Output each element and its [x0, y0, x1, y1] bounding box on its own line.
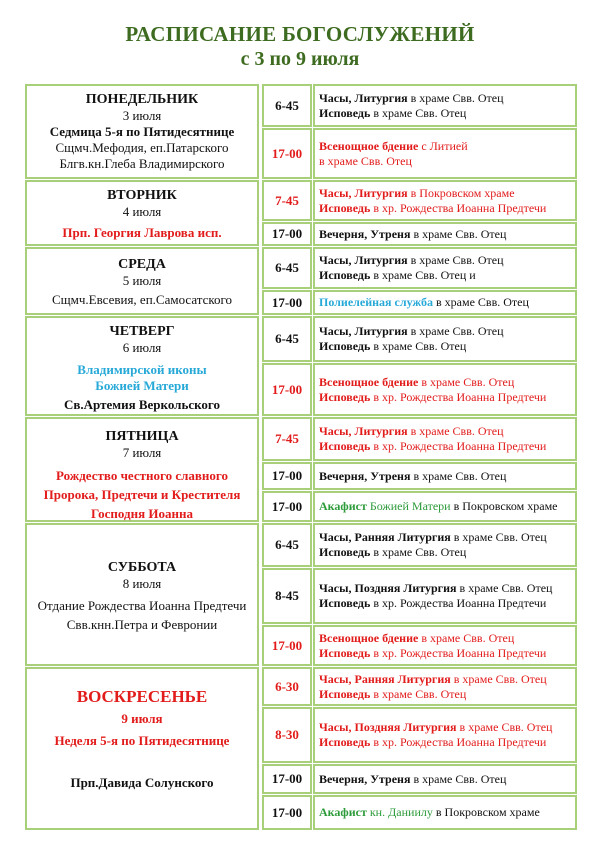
service-type: Часы, Поздняя Литургия — [319, 720, 457, 734]
day-note: Прп.Давида Солунского — [70, 775, 214, 790]
service-place: с Литией — [418, 138, 468, 153]
time-cell: 17-00 — [262, 363, 312, 416]
day-wednesday — [25, 247, 259, 315]
service-type: Исповедь — [319, 545, 371, 559]
day-name: ВТОРНИК — [107, 188, 177, 203]
service-place: в хр. Рождества Иоанна Предтечи — [370, 596, 547, 610]
service-cell — [313, 707, 577, 763]
service-cell — [313, 625, 577, 666]
day-date: 6 июля — [122, 340, 162, 355]
day-note: Рождество честного славного — [56, 468, 228, 483]
service-place: в храме Свв. Отец — [370, 339, 467, 353]
service-cell — [313, 247, 577, 289]
time-cell: 17-00 — [262, 462, 312, 490]
day-date: 9 июля — [121, 711, 163, 726]
day-monday — [25, 84, 259, 179]
service-cell — [313, 84, 577, 127]
service-type: Часы, Литургия — [319, 424, 408, 438]
service-place: в Покровском храме — [432, 805, 540, 819]
day-note: Блгв.кн.Глеба Владимирского — [59, 156, 225, 171]
service-type: Полиелейная служба — [319, 295, 433, 309]
day-note: Св.Артемия Веркольского — [63, 397, 221, 412]
time-cell: 17-00 — [262, 764, 312, 794]
service-place: в храме Свв. Отец — [407, 324, 504, 338]
service-type: Всенощное бдение — [319, 138, 419, 153]
day-saturday — [25, 523, 259, 666]
day-note: Седмица 5-я по Пятидесятнице — [49, 124, 235, 139]
service-type: Исповедь — [319, 389, 371, 404]
service-place: в храме Свв. Отец — [370, 686, 467, 701]
service-place: в храме Свв. Отец — [456, 720, 553, 734]
service-cell — [313, 316, 577, 362]
service-place: в храме Свв. Отец — [407, 253, 504, 267]
day-name: ЧЕТВЕРГ — [109, 324, 175, 339]
service-type: Исповедь — [319, 735, 371, 749]
service-cell — [313, 363, 577, 416]
day-name: ВОСКРЕСЕНЬЕ — [76, 687, 208, 706]
service-place: в храме Свв. Отец — [418, 630, 515, 645]
time-cell: 7-45 — [262, 417, 312, 461]
service-place: в хр. Рождества Иоанна Предтечи — [370, 645, 547, 660]
day-note: Прп. Георгия Лаврова исп. — [62, 225, 222, 240]
service-cell — [313, 491, 577, 522]
service-type: Исповедь — [319, 339, 371, 353]
time-cell: 6-45 — [262, 523, 312, 567]
service-type: Часы, Поздняя Литургия — [319, 581, 457, 595]
service-cell — [313, 764, 577, 794]
service-type: Исповедь — [319, 200, 371, 215]
day-note: Сщмч.Мефодия, еп.Патарского — [55, 140, 229, 155]
day-note: Господня Иоанна — [91, 506, 193, 521]
time-cell: 17-00 — [262, 491, 312, 522]
time-cell: 6-45 — [262, 247, 312, 289]
time-cell: 17-00 — [262, 128, 312, 179]
service-type: Часы, Литургия — [319, 185, 408, 200]
time-cell: 17-00 — [262, 290, 312, 315]
service-place: в хр. Рождества Иоанна Предтечи — [370, 439, 547, 453]
service-cell — [313, 180, 577, 221]
day-note: Свв.кнн.Петра и Февронии — [66, 617, 218, 632]
service-place: в храме Свв. Отец — [410, 226, 507, 241]
service-type: Вечерня, Утреня — [319, 468, 411, 483]
service-cell — [313, 128, 577, 179]
day-note: Божией Матери — [95, 378, 189, 393]
service-place: в Покровском храме — [407, 185, 515, 200]
service-place: в храме Свв. Отец — [410, 771, 507, 786]
service-type: Вечерня, Утреня — [319, 226, 411, 241]
day-name: ПОНЕДЕЛЬНИК — [85, 92, 199, 107]
service-type: Исповедь — [319, 105, 371, 120]
time-cell: 8-45 — [262, 568, 312, 624]
service-place: в храме Свв. Отец — [456, 581, 553, 595]
day-date: 4 июля — [122, 204, 162, 219]
service-place: в храме Свв. Отец — [450, 530, 547, 544]
time-cell: 17-00 — [262, 625, 312, 666]
service-type: Часы, Ранняя Литургия — [319, 530, 451, 544]
service-place: в Покровском храме — [450, 499, 558, 513]
service-place: в храме Свв. Отец — [370, 105, 467, 120]
service-type: Часы, Литургия — [319, 253, 408, 267]
service-cell — [313, 222, 577, 246]
day-name: ПЯТНИЦА — [105, 429, 179, 444]
day-friday — [25, 417, 259, 522]
service-place: в храме Свв. Отец — [410, 468, 507, 483]
day-date: 5 июля — [122, 273, 162, 288]
day-name: СРЕДА — [118, 257, 166, 272]
service-type: Исповедь — [319, 645, 371, 660]
service-cell — [313, 568, 577, 624]
time-cell: 7-45 — [262, 180, 312, 221]
date-range: с 3 по 9 июля — [240, 48, 360, 70]
service-type: Часы, Литургия — [319, 90, 408, 105]
day-sunday — [25, 667, 259, 830]
day-note: Владимирской иконы — [77, 362, 207, 377]
day-note: Отдание Рождества Иоанна Предтечи — [37, 598, 247, 613]
service-place: в хр. Рождества Иоанна Предтечи — [370, 735, 547, 749]
service-detail: кн. Даниилу — [366, 805, 433, 819]
service-cell — [313, 667, 577, 706]
service-type: Всенощное бдение — [319, 374, 419, 389]
service-type: Часы, Ранняя Литургия — [319, 671, 451, 686]
service-place: в хр. Рождества Иоанна Предтечи — [370, 200, 547, 215]
time-cell: 8-30 — [262, 707, 312, 763]
service-cell — [313, 290, 577, 315]
service-detail: Божией Матери — [366, 499, 451, 513]
service-place: в храме Свв. Отец — [319, 153, 412, 168]
service-type: Исповедь — [319, 268, 371, 282]
service-place: в храме Свв. Отец — [407, 424, 504, 438]
time-cell: 6-45 — [262, 316, 312, 362]
time-cell: 6-30 — [262, 667, 312, 706]
service-cell — [313, 417, 577, 461]
service-type: Часы, Литургия — [319, 324, 408, 338]
day-name: СУББОТА — [107, 560, 177, 575]
day-note: Сщмч.Евсевия, еп.Самосатского — [51, 292, 233, 307]
day-date: 8 июля — [122, 576, 162, 591]
service-place: в храме Свв. Отец — [450, 671, 547, 686]
service-cell — [313, 523, 577, 567]
service-cell — [313, 462, 577, 490]
service-place: в хр. Рождества Иоанна Предтечи — [370, 389, 547, 404]
day-note: Пророка, Предтечи и Крестителя — [43, 487, 241, 502]
service-cell — [313, 795, 577, 830]
service-place: в храме Свв. Отец — [370, 545, 467, 559]
service-place: в храме Свв. Отец — [432, 295, 529, 309]
service-place: в храме Свв. Отец — [407, 90, 504, 105]
service-type: Акафист — [319, 499, 367, 513]
service-place: в храме Свв. Отец — [418, 374, 515, 389]
service-place: в храме Свв. Отец и — [370, 268, 476, 282]
day-thursday — [25, 316, 259, 416]
day-note: Неделя 5-я по Пятидесятнице — [54, 733, 230, 748]
time-cell: 17-00 — [262, 795, 312, 830]
service-type: Акафист — [319, 805, 367, 819]
service-type: Исповедь — [319, 596, 371, 610]
time-cell: 17-00 — [262, 222, 312, 246]
service-type: Вечерня, Утреня — [319, 771, 411, 786]
time-cell: 6-45 — [262, 84, 312, 127]
day-date: 7 июля — [122, 445, 162, 460]
page-title: РАСПИСАНИЕ БОГОСЛУЖЕНИЙ — [125, 22, 475, 46]
service-type: Исповедь — [319, 686, 371, 701]
day-date: 3 июля — [122, 108, 162, 123]
service-type: Всенощное бдение — [319, 630, 419, 645]
service-type: Исповедь — [319, 439, 371, 453]
day-tuesday — [25, 180, 259, 246]
